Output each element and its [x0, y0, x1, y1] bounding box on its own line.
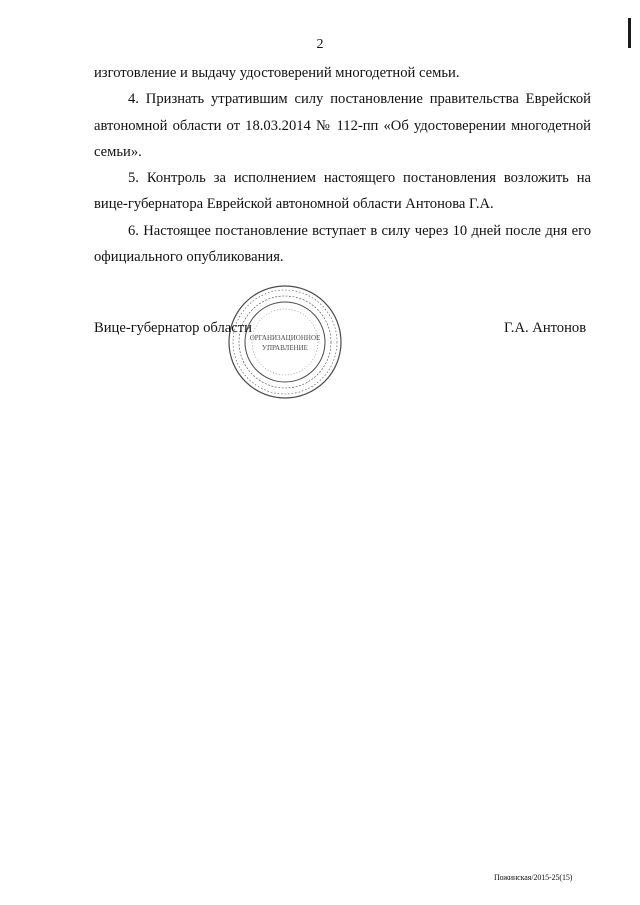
signatory-name: Г.А. Антонов [504, 320, 587, 336]
signatory-position: Вице-губернатор области [94, 320, 252, 336]
round-seal-icon [226, 283, 344, 401]
document-body [94, 60, 591, 270]
footer-code: Пожинская/2015-25(15) [494, 873, 573, 882]
paragraph-continuation: изготовление и выдачу удостоверений многодетной семьи. [94, 65, 460, 81]
stamp-line-1: ОРГАНИЗАЦИОННОЕ [249, 334, 321, 342]
page-number: 2 [316, 37, 324, 52]
paragraph-item-4: 4. Признать утратившим силу постановление правительства Еврейской автономной области от 18.03.2014 № 112-пп «Об удостоверении многодетной семьи». [94, 91, 591, 160]
paragraph-item-5: 5. Контроль за исполнением настоящего постановления возложить на вице-губернатора Еврейской автономной области Антонова Г.А. [94, 170, 591, 213]
paragraph-item-6: 6. Настоящее постановление вступает в силу через 10 дней после дня его официального опубликования. [94, 222, 591, 266]
stamp-line-2: УПРАВЛЕНИЕ [262, 344, 308, 352]
